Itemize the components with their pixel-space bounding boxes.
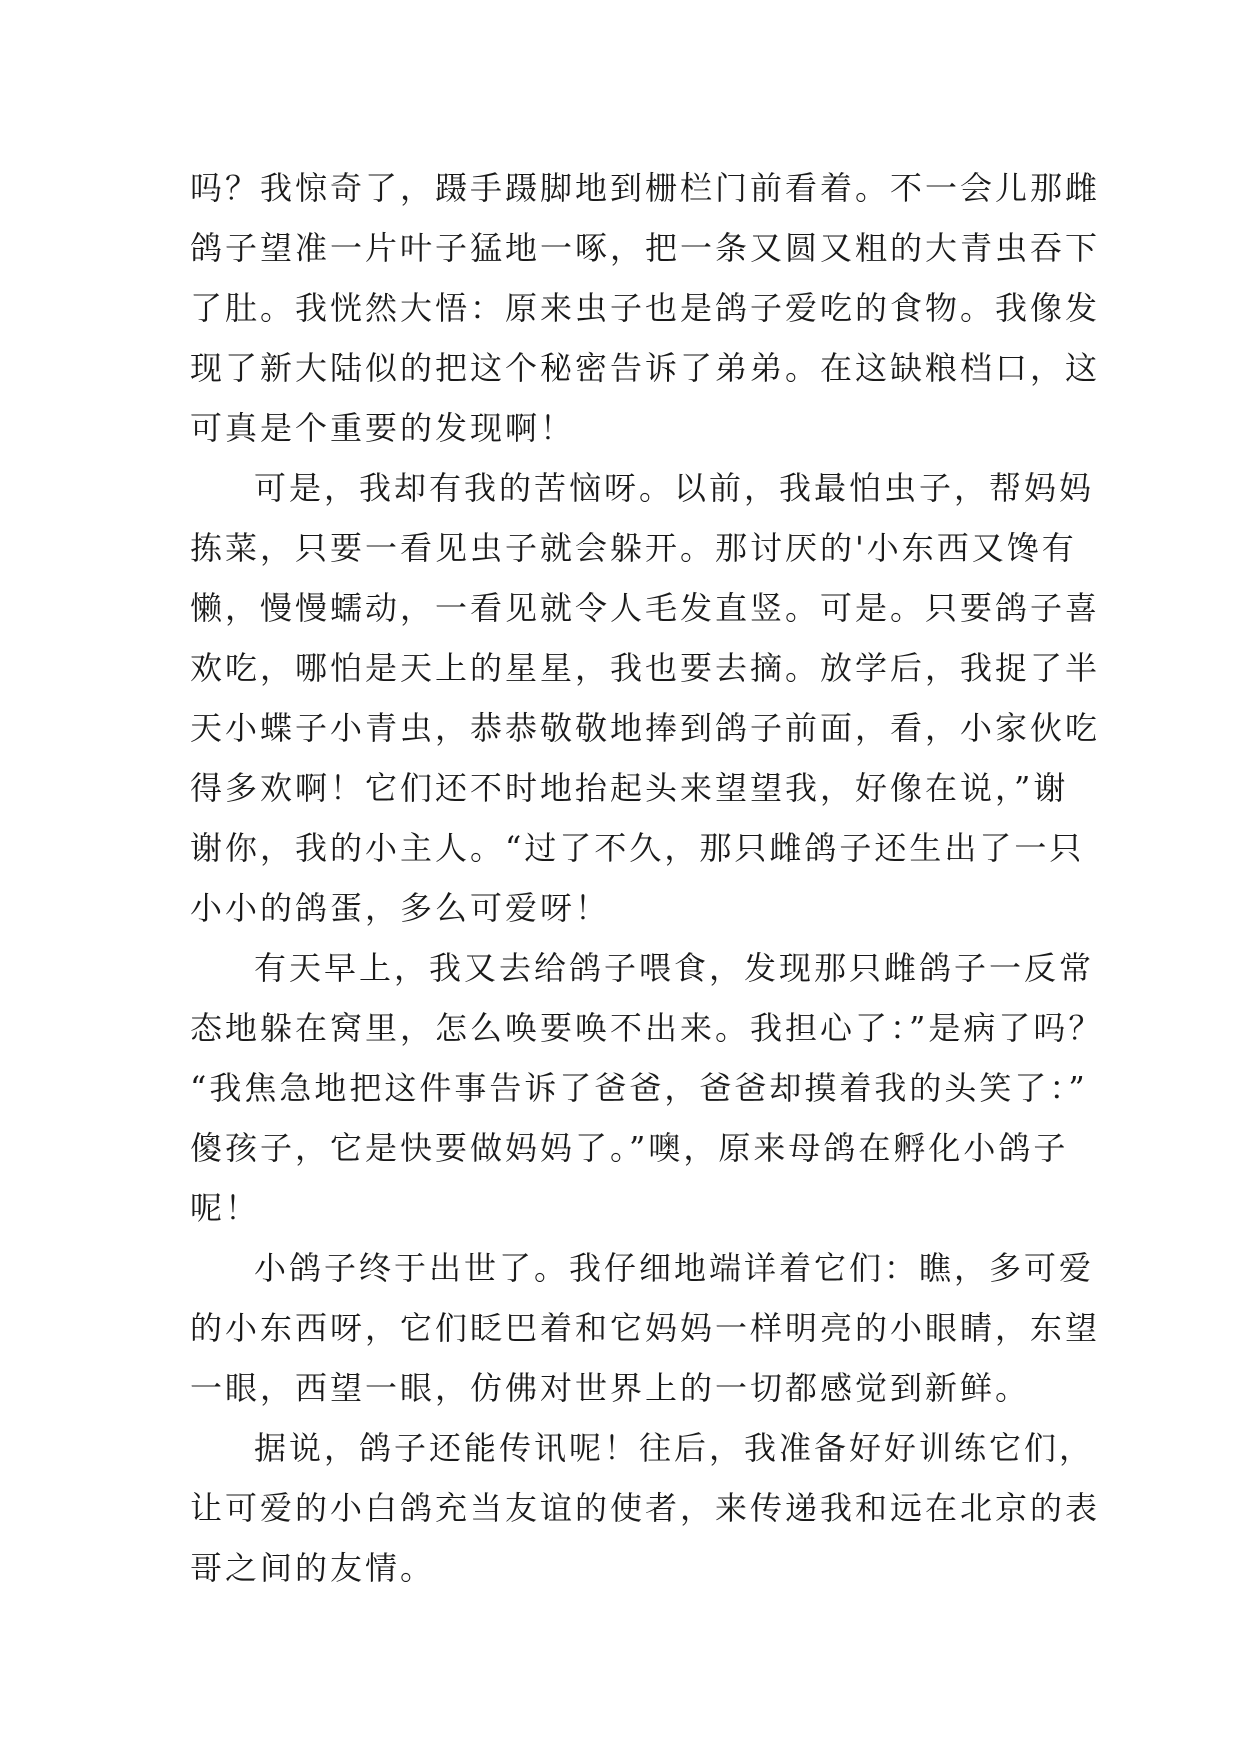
text-line: 吗？我惊奇了，蹑手蹑脚地到栅栏门前看着。不一会儿那雌 [190,169,1101,207]
paragraph-start-line: 有天早上，我又去给鸽子喂食，发现那只雌鸽子一反常 [254,949,1095,987]
text-line: 让可爱的小白鸽充当友谊的使者，来传递我和远在北京的表 [190,1489,1101,1527]
paragraph-start-line: 可是，我却有我的苦恼呀。以前，我最怕虫子，帮妈妈 [254,469,1095,507]
text-line: 哥之间的友情。 [190,1549,436,1587]
text-line: 谢你，我的小主人。“过了不久，那只雌鸽子还生出了一只 [190,829,1085,867]
paragraph-start-line: 据说，鸽子还能传讯呢！往后，我准备好好训练它们， [254,1429,1095,1467]
text-line: 现了新大陆似的把这个秘密告诉了弟弟。在这缺粮档口，这 [190,349,1101,387]
text-line: 拣菜，只要一看见虫子就会躲开。那讨厌的'小东西又馋有 [190,529,1077,567]
text-line: 呢！ [190,1189,261,1227]
text-line: “我焦急地把这件事告诉了爸爸，爸爸却摸着我的头笑了：” [190,1069,1088,1107]
text-line: 可真是个重要的发现啊！ [190,409,576,447]
paragraph-start-line: 小鸽子终于出世了。我仔细地端详着它们：瞧，多可爱 [254,1249,1095,1287]
text-line: 傻孩子，它是快要做妈妈了。”噢，原来母鸽在孵化小鸽子 [190,1129,1069,1167]
text-line: 小小的鸽蛋，多么可爱呀！ [190,889,611,927]
text-line: 欢吃，哪怕是天上的星星，我也要去摘。放学后，我捉了半 [190,649,1101,687]
text-line: 天小蝶子小青虫，恭恭敬敬地捧到鸽子前面，看，小家伙吃 [190,709,1101,747]
article-body [190,158,1104,1598]
text-line: 懒，慢慢蠕动，一看见就令人毛发直竖。可是。只要鸽子喜 [190,589,1101,627]
text-line: 态地躲在窝里，怎么唤要唤不出来。我担心了：”是病了吗？ [190,1009,1104,1047]
text-line: 得多欢啊！它们还不时地抬起头来望望我，好像在说，”谢 [190,769,1069,807]
text-line: 一眼，西望一眼，仿佛对世界上的一切都感觉到新鲜。 [190,1369,1031,1407]
text-line: 鸽子望准一片叶子猛地一啄，把一条又圆又粗的大青虫吞下 [190,229,1101,267]
text-line: 的小东西呀，它们眨巴着和它妈妈一样明亮的小眼睛，东望 [190,1309,1101,1347]
text-line: 了肚。我恍然大悟：原来虫子也是鸽子爱吃的食物。我像发 [190,289,1101,327]
